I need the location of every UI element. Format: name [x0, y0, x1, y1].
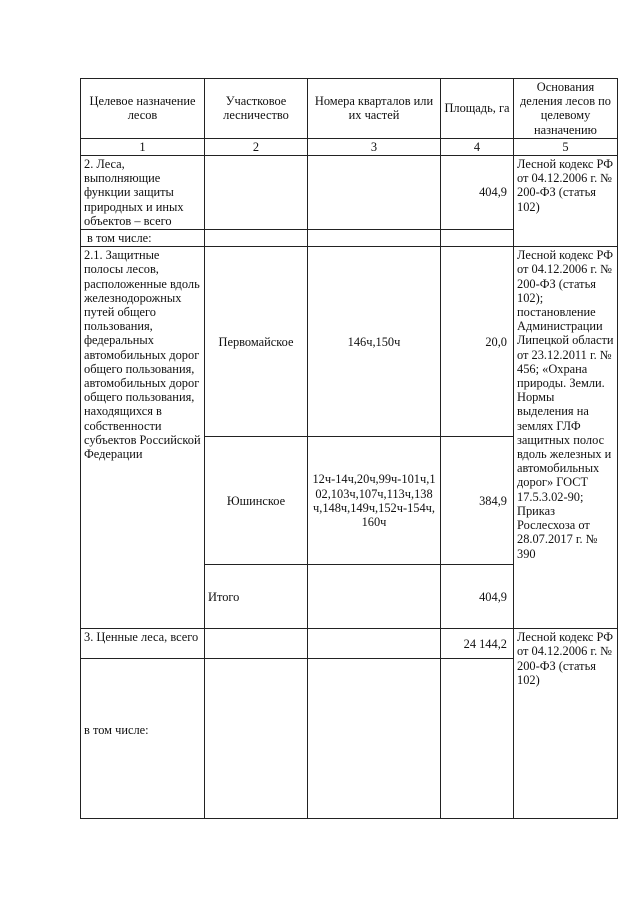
quarters-pervomayskoe: 146ч,150ч [308, 247, 441, 437]
section-2-area: 404,9 [441, 156, 514, 230]
header-quarters: Номера кварталов или их частей [308, 79, 441, 139]
header-row [81, 79, 618, 139]
area-pervomayskoe: 20,0 [441, 247, 514, 437]
header-forestry: Участковое лесничество [205, 79, 308, 139]
area-yushinskoe: 384,9 [441, 437, 514, 565]
section-3-row [81, 629, 618, 659]
section-3-name: 3. Ценные леса, всего [81, 629, 205, 659]
total-area: 404,9 [441, 565, 514, 629]
col-number-2: 2 [205, 138, 308, 155]
header-basis: Основания деления лесов по целевому назначению [514, 79, 618, 139]
section-2-row [81, 156, 618, 230]
column-number-row [81, 138, 618, 155]
section-2-1-basis: Лесной кодекс РФ от 04.12.2006 г. № 200-ФЗ (статья 102); постановление Администрации Липецкой области от 23.12.2011 г. № 456; «Охрана природы. Земли. Нормы выделения на землях ГЛФ защитных полос вдоль железных и автомобильных дорог» ГОСТ 17.5.3.02-90; Приказ Рослесхоза от 28.07.2017 г. № 390 [514, 247, 618, 629]
header-purpose: Целевое назначение лесов [81, 79, 205, 139]
section-3-area: 24 144,2 [441, 629, 514, 659]
section-3-including: в том числе: [81, 659, 205, 819]
quarters-yushinskoe: 12ч-14ч,20ч,99ч-101ч,102,103ч,107ч,113ч,138ч,148ч,149ч,152ч-154ч,160ч [308, 437, 441, 565]
col-number-1: 1 [81, 138, 205, 155]
section-2-quarters [308, 156, 441, 230]
section-2-1-row-1 [81, 247, 618, 437]
col-number-4: 4 [441, 138, 514, 155]
forest-purpose-table [80, 78, 618, 819]
section-2-including: в том числе: [81, 230, 205, 247]
section-2-1-name: 2.1. Защитные полосы лесов, расположенные вдоль железнодорожных путей общего пользования, федеральных автомобильных дорог общего пользования, автомобильных дорог общего пользования, находящихся в собственности субъектов Российской Федерации [81, 247, 205, 629]
section-3-basis: Лесной кодекс РФ от 04.12.2006 г. № 200-ФЗ (статья 102) [514, 629, 618, 819]
col-number-5: 5 [514, 138, 618, 155]
section-2-basis: Лесной кодекс РФ от 04.12.2006 г. № 200-ФЗ (статья 102) [514, 156, 618, 247]
forestry-yushinskoe: Юшинское [205, 437, 308, 565]
section-2-forestry [205, 156, 308, 230]
forestry-pervomayskoe: Первомайское [205, 247, 308, 437]
header-area: Площадь, га [441, 79, 514, 139]
section-2-name: 2. Леса, выполняющие функции защиты природных и иных объектов – всего [81, 156, 205, 230]
total-label: Итого [205, 565, 308, 629]
col-number-3: 3 [308, 138, 441, 155]
